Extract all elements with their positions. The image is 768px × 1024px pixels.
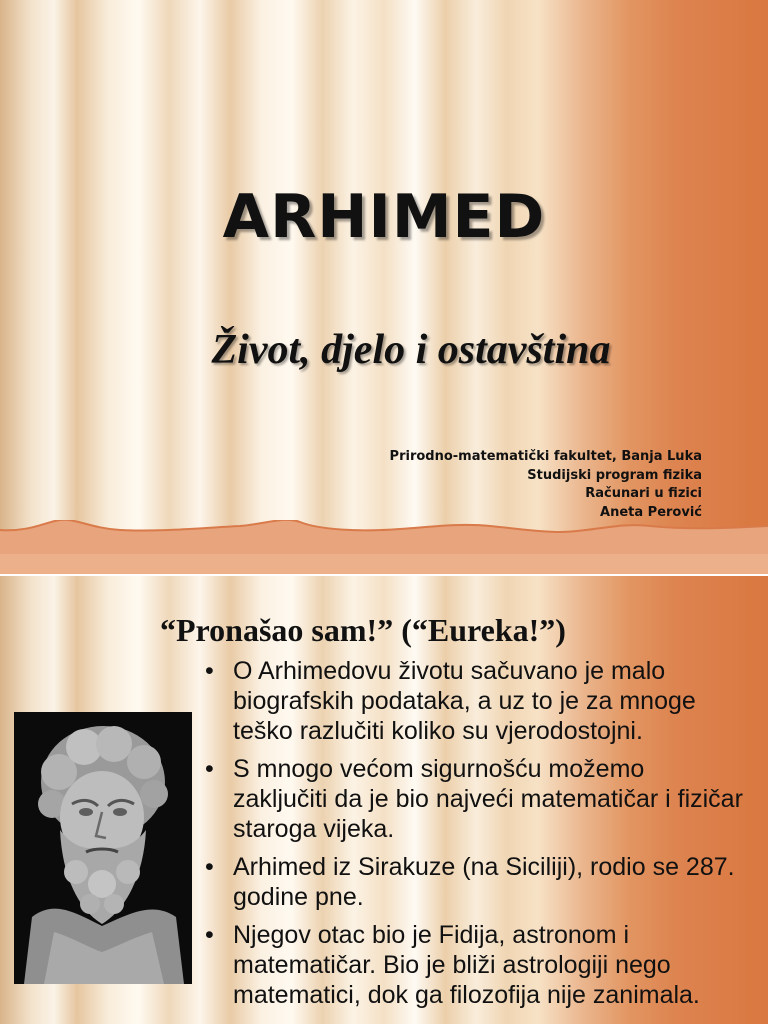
slide-heading: “Pronašao sam!” (“Eureka!”) — [160, 612, 566, 648]
bullet-dot: • — [205, 921, 214, 949]
credit-course: Računari u fizici — [585, 486, 702, 501]
credits-block — [390, 448, 702, 522]
slide-title: ARHIMED — [222, 182, 546, 252]
bullet-text: S mnogo većom sigurnošću možemo zaključiti da je bio najveći matematičar i fizičar staroga vijeka. — [233, 755, 743, 843]
bullet-text: Njegov otac bio je Fidija, astronom i matematičar. Bio je bliži astrologiji nego matematici, dok ga filozofija nije zanimala. — [233, 921, 700, 1009]
bust-illustration — [14, 712, 192, 984]
list-item — [203, 754, 743, 844]
bullet-dot: • — [205, 755, 214, 783]
list-item — [203, 852, 743, 912]
bullet-list — [203, 656, 743, 1018]
slide-subtitle: Život, djelo i ostavština — [211, 327, 611, 373]
bullet-dot: • — [205, 657, 214, 685]
content-slide — [0, 576, 768, 1024]
archimedes-bust-image — [14, 712, 192, 984]
credit-faculty: Prirodno-matematički fakultet, Banja Luka — [389, 449, 702, 464]
credit-author: Aneta Perović — [600, 504, 702, 520]
bullet-dot: • — [205, 853, 214, 881]
list-item — [203, 920, 743, 1010]
credit-program: Studijski program fizika — [527, 467, 702, 483]
bullet-text: Arhimed iz Sirakuze (na Siciliji), rodio se 287. godine pne. — [233, 853, 735, 911]
bullet-text: O Arhimedovu životu sačuvano je malo biografskih podataka, a uz to je za mnoge teško razlučiti koliko su vjerodostojni. — [233, 657, 696, 745]
decorative-wave-band — [0, 520, 768, 574]
list-item — [203, 656, 743, 746]
